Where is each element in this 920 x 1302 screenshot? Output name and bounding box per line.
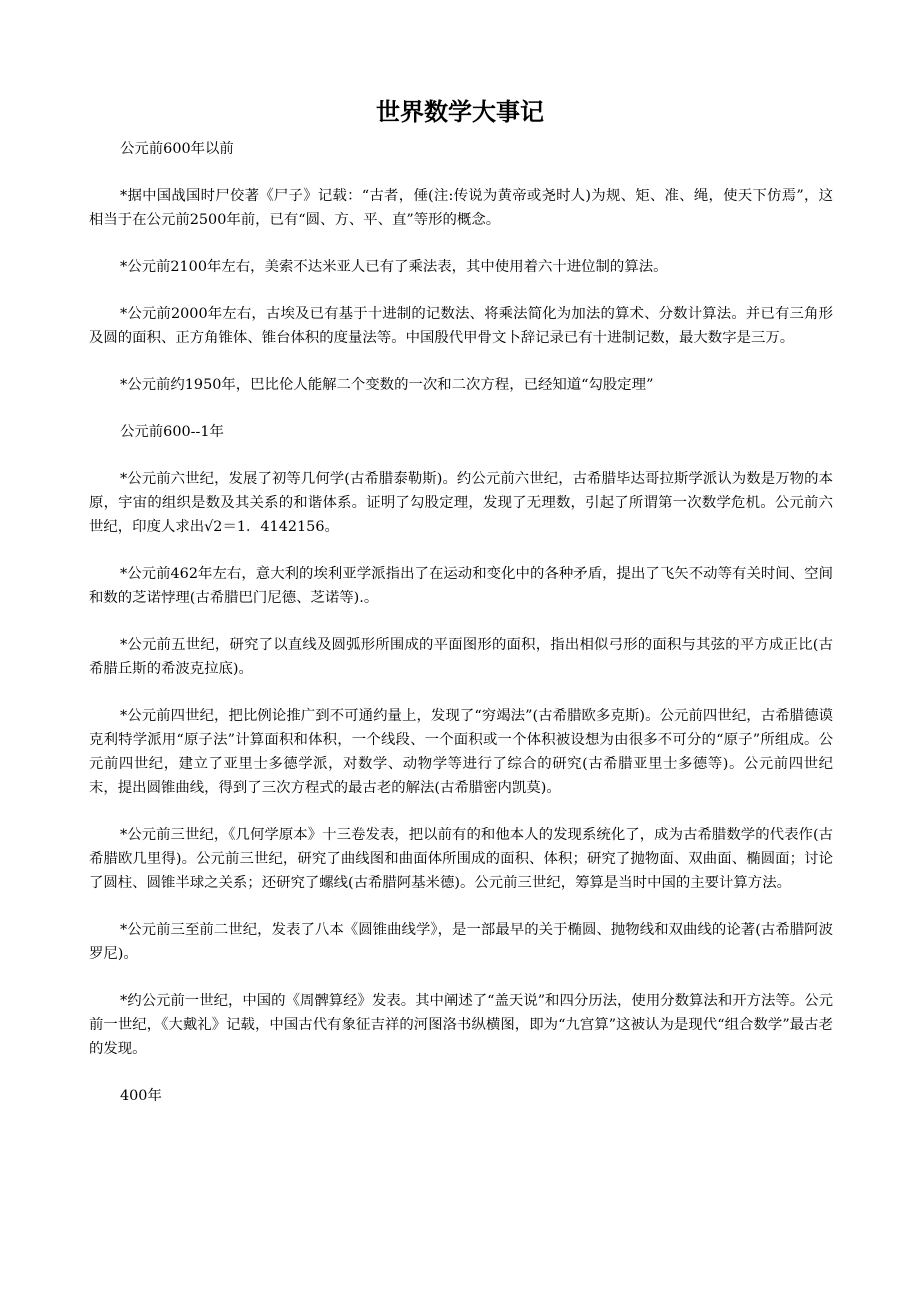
section-heading: 公元前600--1年 [120,424,224,440]
section-heading: 400年 [120,1088,162,1104]
paragraph: *公元前三至前二世纪，发表了八本《圆锥曲线学》，是一部最早的关于椭圆、抛物线和双曲线的论著(古希腊阿波罗尼)。 [89,922,833,962]
paragraph: *约公元前一世纪，中国的《周髀算经》发表。其中阐述了“盖天说”和四分历法，使用分数算法和开方法等。公元前一世纪，《大戴礼》记载，中国古代有象征吉祥的河图洛书纵横图，即为“九宫算”这被认为是现代“组合数学”最古老的发现。 [89,993,833,1057]
paragraph: *公元前2100年左右，美索不达米亚人已有了乘法表，其中使用着六十进位制的算法。 [120,259,668,275]
document-body [89,137,833,1131]
paragraph: *公元前六世纪，发展了初等几何学(古希腊泰勒斯)。约公元前六世纪，古希腊毕达哥拉斯学派认为数是万物的本原，宇宙的组织是数及其关系的和谐体系。证明了勾股定理，发现了无理数，引起了所谓第一次数学危机。公元前六世纪，印度人求出√2＝1．4142156。 [89,471,833,535]
paragraph: *公元前约1950年，巴比伦人能解二个变数的一次和二次方程，已经知道“勾股定理” [120,377,654,393]
paragraph: *公元前四世纪，把比例论推广到不可通约量上，发现了“穷竭法”(古希腊欧多克斯)。公元前四世纪，古希腊德谟克利特学派用“原子法”计算面积和体积，一个线段、一个面积或一个体积被设想为由很多不可分的“原子”所组成。公元前四世纪，建立了亚里士多德学派，对数学、动物学等进行了综合的研究(古希腊亚里士多德等)。公元前四世纪末，提出圆锥曲线，得到了三次方程式的最古老的解法(古希腊密内凯莫)。 [89,708,833,796]
paragraph: *公元前五世纪，研究了以直线及圆弧形所围成的平面图形的面积，指出相似弓形的面积与其弦的平方成正比(古希腊丘斯的希波克拉底)。 [89,637,833,677]
paragraph: *公元前462年左右，意大利的埃利亚学派指出了在运动和变化中的各种矛盾，提出了飞矢不动等有关时间、空间和数的芝诺悖理(古希腊巴门尼德、芝诺等).。 [89,566,833,606]
paragraph: *公元前三世纪，《几何学原本》十三卷发表，把以前有的和他本人的发现系统化了，成为古希腊数学的代表作(古希腊欧几里得)。公元前三世纪，研究了曲线图和曲面体所围成的面积、体积；研究了抛物面、双曲面、椭圆面；讨论了圆柱、圆锥半球之关系；还研究了螺线(古希腊阿基米德)。公元前三世纪，筹算是当时中国的主要计算方法。 [89,827,833,891]
paragraph: *公元前2000年左右，古埃及已有基于十进制的记数法、将乘法简化为加法的算术、分数计算法。并已有三角形及圆的面积、正方角锥体、锥台体积的度量法等。中国殷代甲骨文卜辞记录已有十进制记数，最大数字是三万。 [89,306,833,346]
paragraph: *据中国战国时尸佼著《尸子》记载：“古者，倕(注:传说为黄帝或尧时人)为规、矩、准、绳，使天下仿焉”，这相当于在公元前2500年前，已有“圆、方、平、直”等形的概念。 [89,188,833,228]
section-heading: 公元前600年以前 [120,141,234,157]
page-title: 世界数学大事记 [376,98,544,126]
